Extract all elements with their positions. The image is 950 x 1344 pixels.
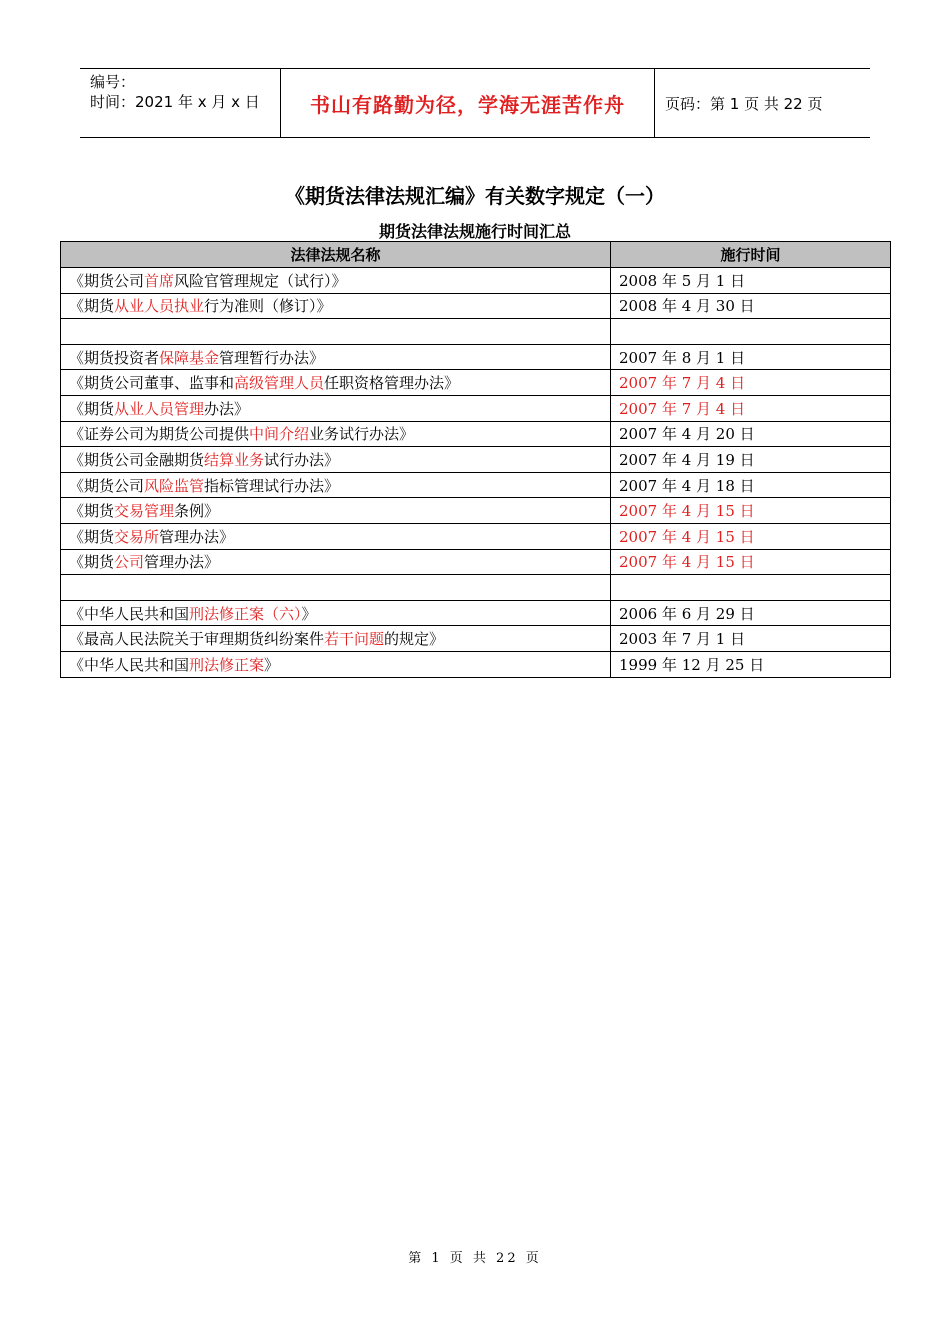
table-row (61, 395, 891, 421)
law-name-text: 《期货 (69, 502, 115, 521)
table-row (61, 575, 891, 601)
law-name-text: 《期货公司 (69, 476, 145, 495)
law-name-cell (61, 447, 611, 473)
law-name-text: 条例》 (174, 502, 220, 521)
effective-date-cell: 2007 年 4 月 18 日 (611, 472, 891, 498)
law-name-text: 《期货 (69, 297, 115, 316)
law-name-text: 》 (264, 655, 280, 674)
page-footer: 第 1 页 共 22 页 (408, 1251, 542, 1266)
law-name-cell (61, 395, 611, 421)
law-name-text: 指标管理试行办法》 (204, 476, 340, 495)
law-name-cell (61, 472, 611, 498)
table-row (61, 498, 891, 524)
laws-table (60, 241, 891, 678)
law-name-text: 管理办法》 (144, 553, 220, 572)
law-name-text: 《期货 (69, 527, 115, 546)
law-name-text: 风险官管理规定（试行）》 (174, 271, 347, 290)
table-row (61, 293, 891, 319)
header-meta (80, 69, 280, 137)
law-name-highlight: 高级管理人员 (234, 374, 325, 393)
header-motto: 书山有路勤为径，学海无涯苦作舟 (310, 92, 625, 117)
law-name-highlight: 保障基金 (159, 348, 220, 367)
column-header-name: 法律法规名称 (61, 242, 611, 268)
law-name-text: 《证券公司为期货公司提供 (69, 425, 250, 444)
law-name-cell (61, 293, 611, 319)
law-name-text: 试行办法》 (264, 450, 340, 469)
table-row (61, 600, 891, 626)
effective-date-cell: 2003 年 7 月 1 日 (611, 626, 891, 652)
law-name-text: 《期货 (69, 399, 115, 418)
effective-date-cell: 1999 年 12 月 25 日 (611, 651, 891, 677)
effective-date-cell (611, 575, 891, 601)
law-name-text: 《期货 (69, 553, 115, 572)
law-name-cell (61, 600, 611, 626)
law-name-cell (61, 319, 611, 345)
column-header-date: 施行时间 (611, 242, 891, 268)
page-info: 页码：第 1 页 共 22 页 (665, 95, 823, 113)
law-name-text: 《中华人民共和国 (69, 655, 190, 674)
law-name-highlight: 交易管理 (114, 502, 175, 521)
page-title: 《期货法律法规汇编》有关数字规定（一） (285, 184, 665, 208)
law-name-highlight: 公司 (114, 553, 145, 572)
law-name-cell (61, 575, 611, 601)
law-name-highlight: 从业人员执业 (114, 297, 205, 316)
table-row (61, 344, 891, 370)
effective-date-cell: 2007 年 4 月 20 日 (611, 421, 891, 447)
law-name-cell (61, 626, 611, 652)
document-header (80, 68, 870, 138)
law-name-text: 任职资格管理办法》 (324, 374, 460, 393)
law-name-text: 《期货公司金融期货 (69, 450, 205, 469)
law-name-cell (61, 651, 611, 677)
table-row (61, 268, 891, 294)
law-name-highlight: 刑法修正案 (189, 655, 265, 674)
law-name-highlight: 从业人员管理 (114, 399, 205, 418)
effective-date-cell: 2006 年 6 月 29 日 (611, 600, 891, 626)
effective-date-cell: 2008 年 5 月 1 日 (611, 268, 891, 294)
law-name-highlight: 交易所 (114, 527, 160, 546)
law-name-text: 办法》 (204, 399, 250, 418)
table-row (61, 319, 891, 345)
law-name-text: 《期货公司董事、监事和 (69, 374, 235, 393)
law-name-highlight: 若干问题 (324, 630, 385, 649)
law-name-cell (61, 523, 611, 549)
law-name-cell (61, 498, 611, 524)
effective-date-cell: 2008 年 4 月 30 日 (611, 293, 891, 319)
effective-date-cell: 2007 年 7 月 4 日 (611, 370, 891, 396)
effective-date-cell: 2007 年 7 月 4 日 (611, 395, 891, 421)
law-name-cell (61, 549, 611, 575)
effective-date-cell: 2007 年 8 月 1 日 (611, 344, 891, 370)
law-name-text: 业务试行办法》 (309, 425, 415, 444)
law-name-cell (61, 421, 611, 447)
law-name-text: 《期货公司 (69, 271, 145, 290)
law-name-text: 管理办法》 (159, 527, 235, 546)
table-row (61, 447, 891, 473)
table-title: 期货法律法规施行时间汇总 (378, 222, 571, 241)
table-row (61, 651, 891, 677)
law-name-text: 《中华人民共和国 (69, 604, 190, 623)
law-name-text: 《期货投资者 (69, 348, 160, 367)
table-row (61, 421, 891, 447)
law-name-text: 》 (301, 604, 317, 623)
table-header-row (61, 242, 891, 268)
table-row (61, 523, 891, 549)
law-name-text: 的规定》 (384, 630, 445, 649)
law-name-highlight: 刑法修正案（六） (189, 604, 302, 623)
law-name-highlight: 中间介绍 (249, 425, 310, 444)
number-label: 编号： (90, 73, 136, 91)
law-name-cell (61, 344, 611, 370)
table-row (61, 370, 891, 396)
law-name-highlight: 首席 (144, 271, 175, 290)
law-name-text: 《最高人民法院关于审理期货纠纷案件 (69, 630, 325, 649)
table-body (61, 268, 891, 678)
time-label: 时间：2021 年 x 月 x 日 (90, 93, 260, 111)
effective-date-cell: 2007 年 4 月 15 日 (611, 549, 891, 575)
header-divider (654, 69, 655, 137)
table-row (61, 472, 891, 498)
effective-date-cell (611, 319, 891, 345)
law-name-highlight: 风险监管 (144, 476, 205, 495)
law-name-cell (61, 370, 611, 396)
table-row (61, 549, 891, 575)
effective-date-cell: 2007 年 4 月 15 日 (611, 523, 891, 549)
law-name-text: 管理暂行办法》 (219, 348, 325, 367)
law-name-highlight: 结算业务 (204, 450, 265, 469)
effective-date-cell: 2007 年 4 月 15 日 (611, 498, 891, 524)
law-name-text: 行为准则（修订）》 (204, 297, 332, 316)
effective-date-cell: 2007 年 4 月 19 日 (611, 447, 891, 473)
law-name-cell (61, 268, 611, 294)
table-row (61, 626, 891, 652)
